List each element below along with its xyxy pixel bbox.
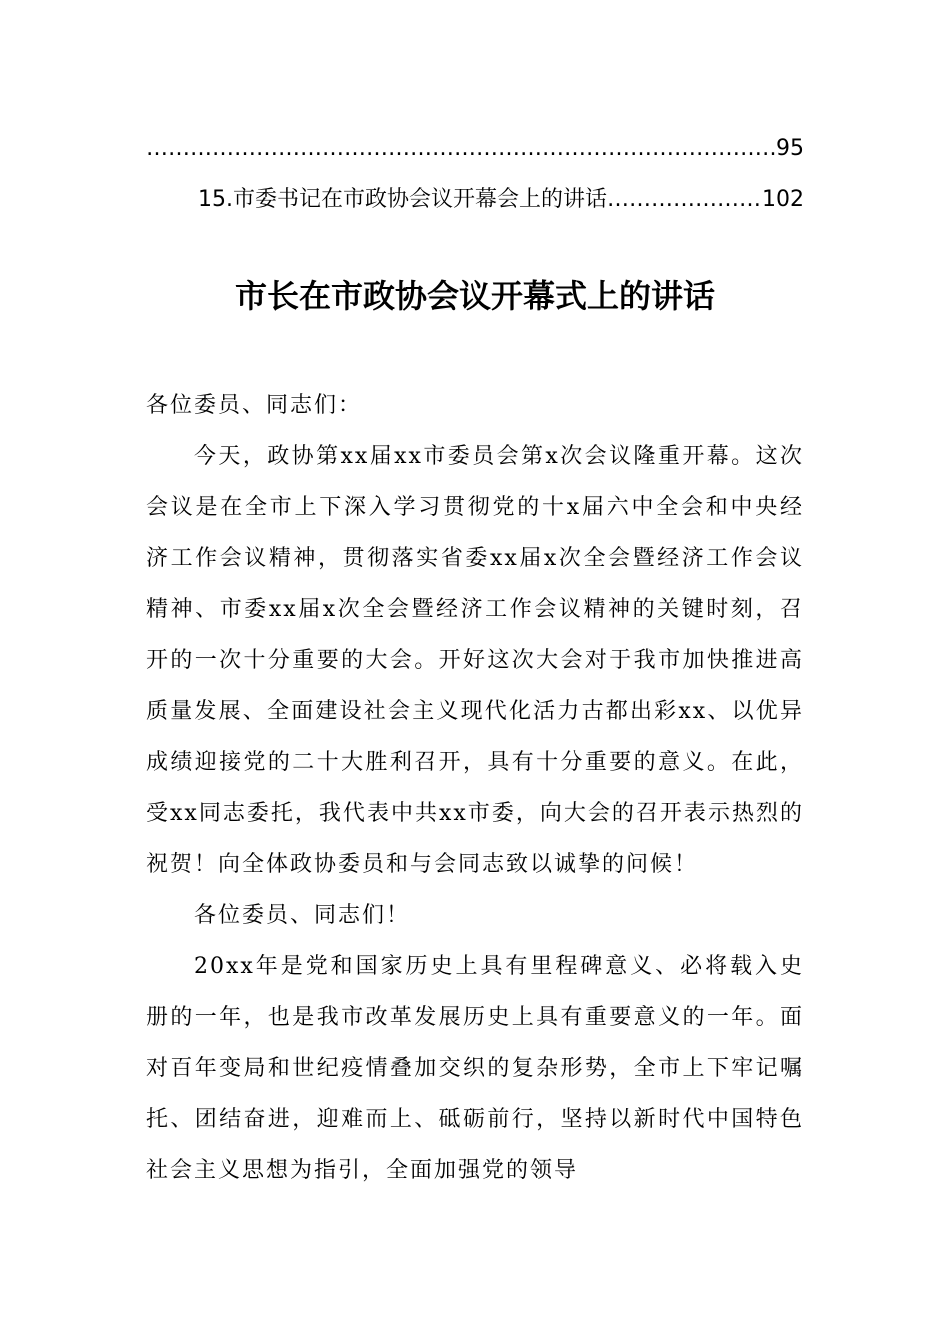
paragraph: 各位委员、同志们！	[194, 903, 411, 928]
toc-entry[interactable]	[146, 134, 804, 164]
salutation: 各位委员、同志们：	[146, 393, 363, 418]
toc-entry[interactable]	[146, 185, 804, 215]
paragraph: 今天，政协第xx届xx市委员会第x次会议隆重开幕。这次会议是在全市上下深入学习贯彻党的十x届六中全会和中央经济工作会议精神，贯彻落实省委xx届x次全会暨经济工作会议精神、市委xx届x次全会暨经济工作会议精神的关键时刻，召开的一次十分重要的大会。开好这次大会对于我市加快推进高质量发展、全面建设社会主义现代化活力古都出彩xx、以优异成绩迎接党的二十大胜利召开，具有十分重要的意义。在此，受xx同志委托，我代表中共xx市委，向大会的召开表示热烈的祝贺！向全体政协委员和与会同志致以诚挚的问候！	[146, 444, 804, 877]
toc-leader-dots	[607, 185, 762, 215]
toc-entry-title: 15.市委书记在市政协会议开幕会上的讲话	[198, 187, 607, 212]
toc-entry-page: 95	[776, 136, 804, 161]
toc-entry-page: 102	[762, 187, 804, 212]
toc-leader-dots	[146, 134, 776, 164]
document-title: 市长在市政协会议开幕式上的讲话	[234, 277, 715, 315]
paragraph: 20xx年是党和国家历史上具有里程碑意义、必将载入史册的一年，也是我市改革发展历史上具有重要意义的一年。面对百年变局和世纪疫情叠加交织的复杂形势，全市上下牢记嘱托、团结奋进，迎难而上、砥砺前行，坚持以新时代中国特色社会主义思想为指引，全面加强党的领导	[146, 954, 804, 1183]
document-body	[146, 380, 804, 1196]
